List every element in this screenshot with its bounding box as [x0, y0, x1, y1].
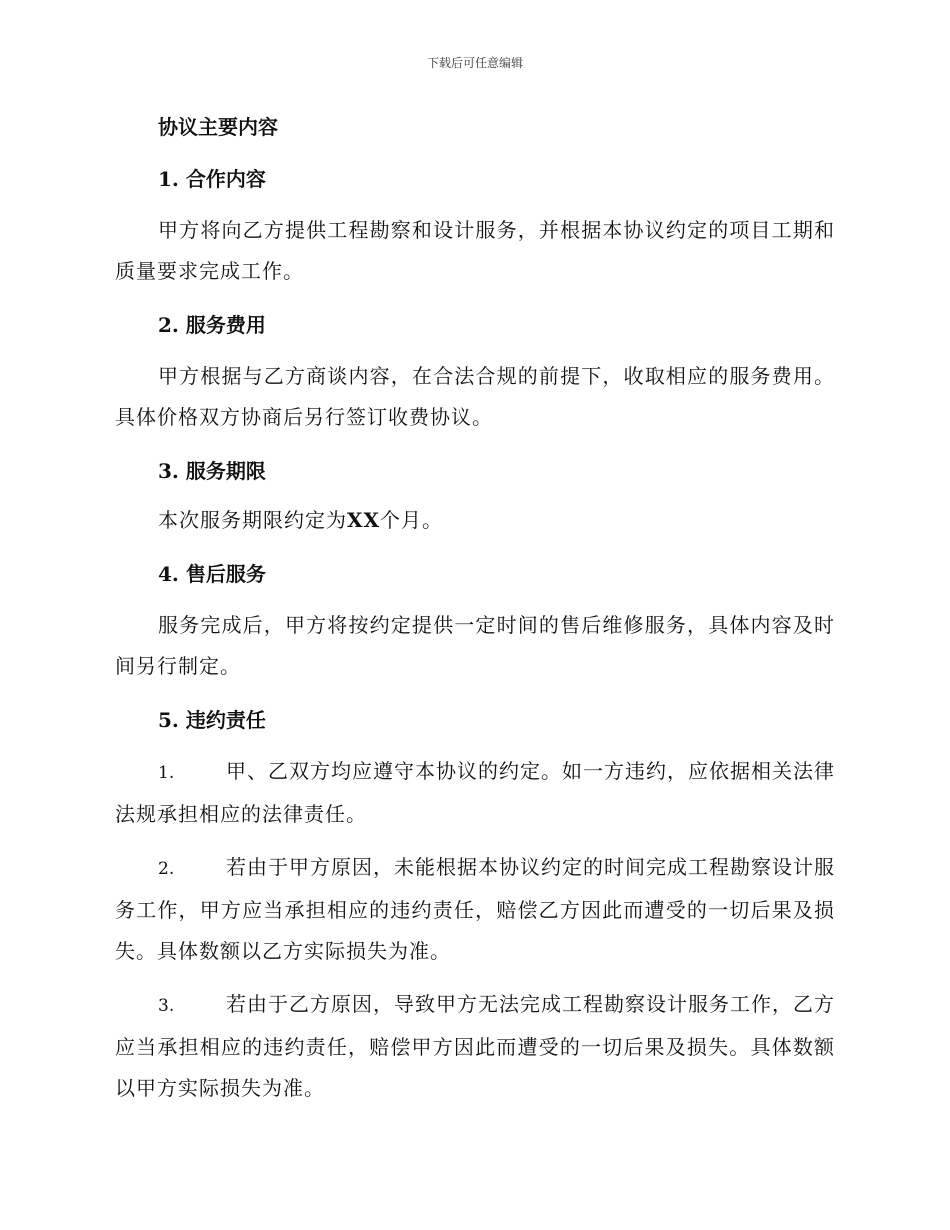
term-suffix: 个月。 [380, 508, 444, 532]
section-heading-breach: 5. 违约责任 [158, 708, 266, 732]
breach-item [115, 847, 835, 972]
breach-item-number: 1. [158, 763, 175, 783]
section-heading-term: 3. 服务期限 [158, 459, 266, 483]
section-body-after-sales: 服务完成后，甲方将按约定提供一定时间的售后维修服务，具体内容及时间另行制定。 [115, 613, 835, 678]
section-body-term [115, 500, 835, 541]
breach-item-text: 若由于甲方原因，未能根据本协议约定的时间完成工程勘察设计服务工作，甲方应当承担相应的违约责任，赔偿乙方因此而遭受的一切后果及损失。具体数额以乙方实际损失为准。 [115, 855, 835, 963]
breach-item-number: 3. [158, 996, 175, 1016]
breach-item-text: 若由于乙方原因，导致甲方无法完成工程勘察设计服务工作，乙方应当承担相应的违约责任，赔偿甲方因此而遭受的一切后果及损失。具体数额以甲方实际损失为准。 [115, 992, 835, 1100]
breach-item [115, 984, 835, 1109]
page-header: 下载后可任意编辑 [426, 56, 523, 70]
section-heading-fees: 2. 服务费用 [158, 313, 266, 337]
document-body [115, 108, 835, 1109]
section-heading-after-sales: 4. 售后服务 [158, 562, 266, 586]
term-prefix: 本次服务期限约定为 [158, 508, 347, 532]
section-body-cooperation: 甲方将向乙方提供工程勘察和设计服务，并根据本协议约定的项目工期和质量要求完成工作。 [115, 218, 835, 283]
breach-item-number: 2. [158, 859, 175, 879]
breach-item-text: 甲、乙双方均应遵守本协议的约定。如一方违约，应依据相关法律法规承担相应的法律责任。 [115, 759, 835, 826]
breach-item [115, 751, 835, 835]
section-heading-cooperation: 1. 合作内容 [158, 167, 266, 191]
section-body-fees: 甲方根据与乙方商谈内容，在合法合规的前提下，收取相应的服务费用。具体价格双方协商后另行签订收费协议。 [115, 364, 835, 429]
term-duration: XX [347, 508, 381, 532]
document-title: 协议主要内容 [158, 115, 278, 139]
